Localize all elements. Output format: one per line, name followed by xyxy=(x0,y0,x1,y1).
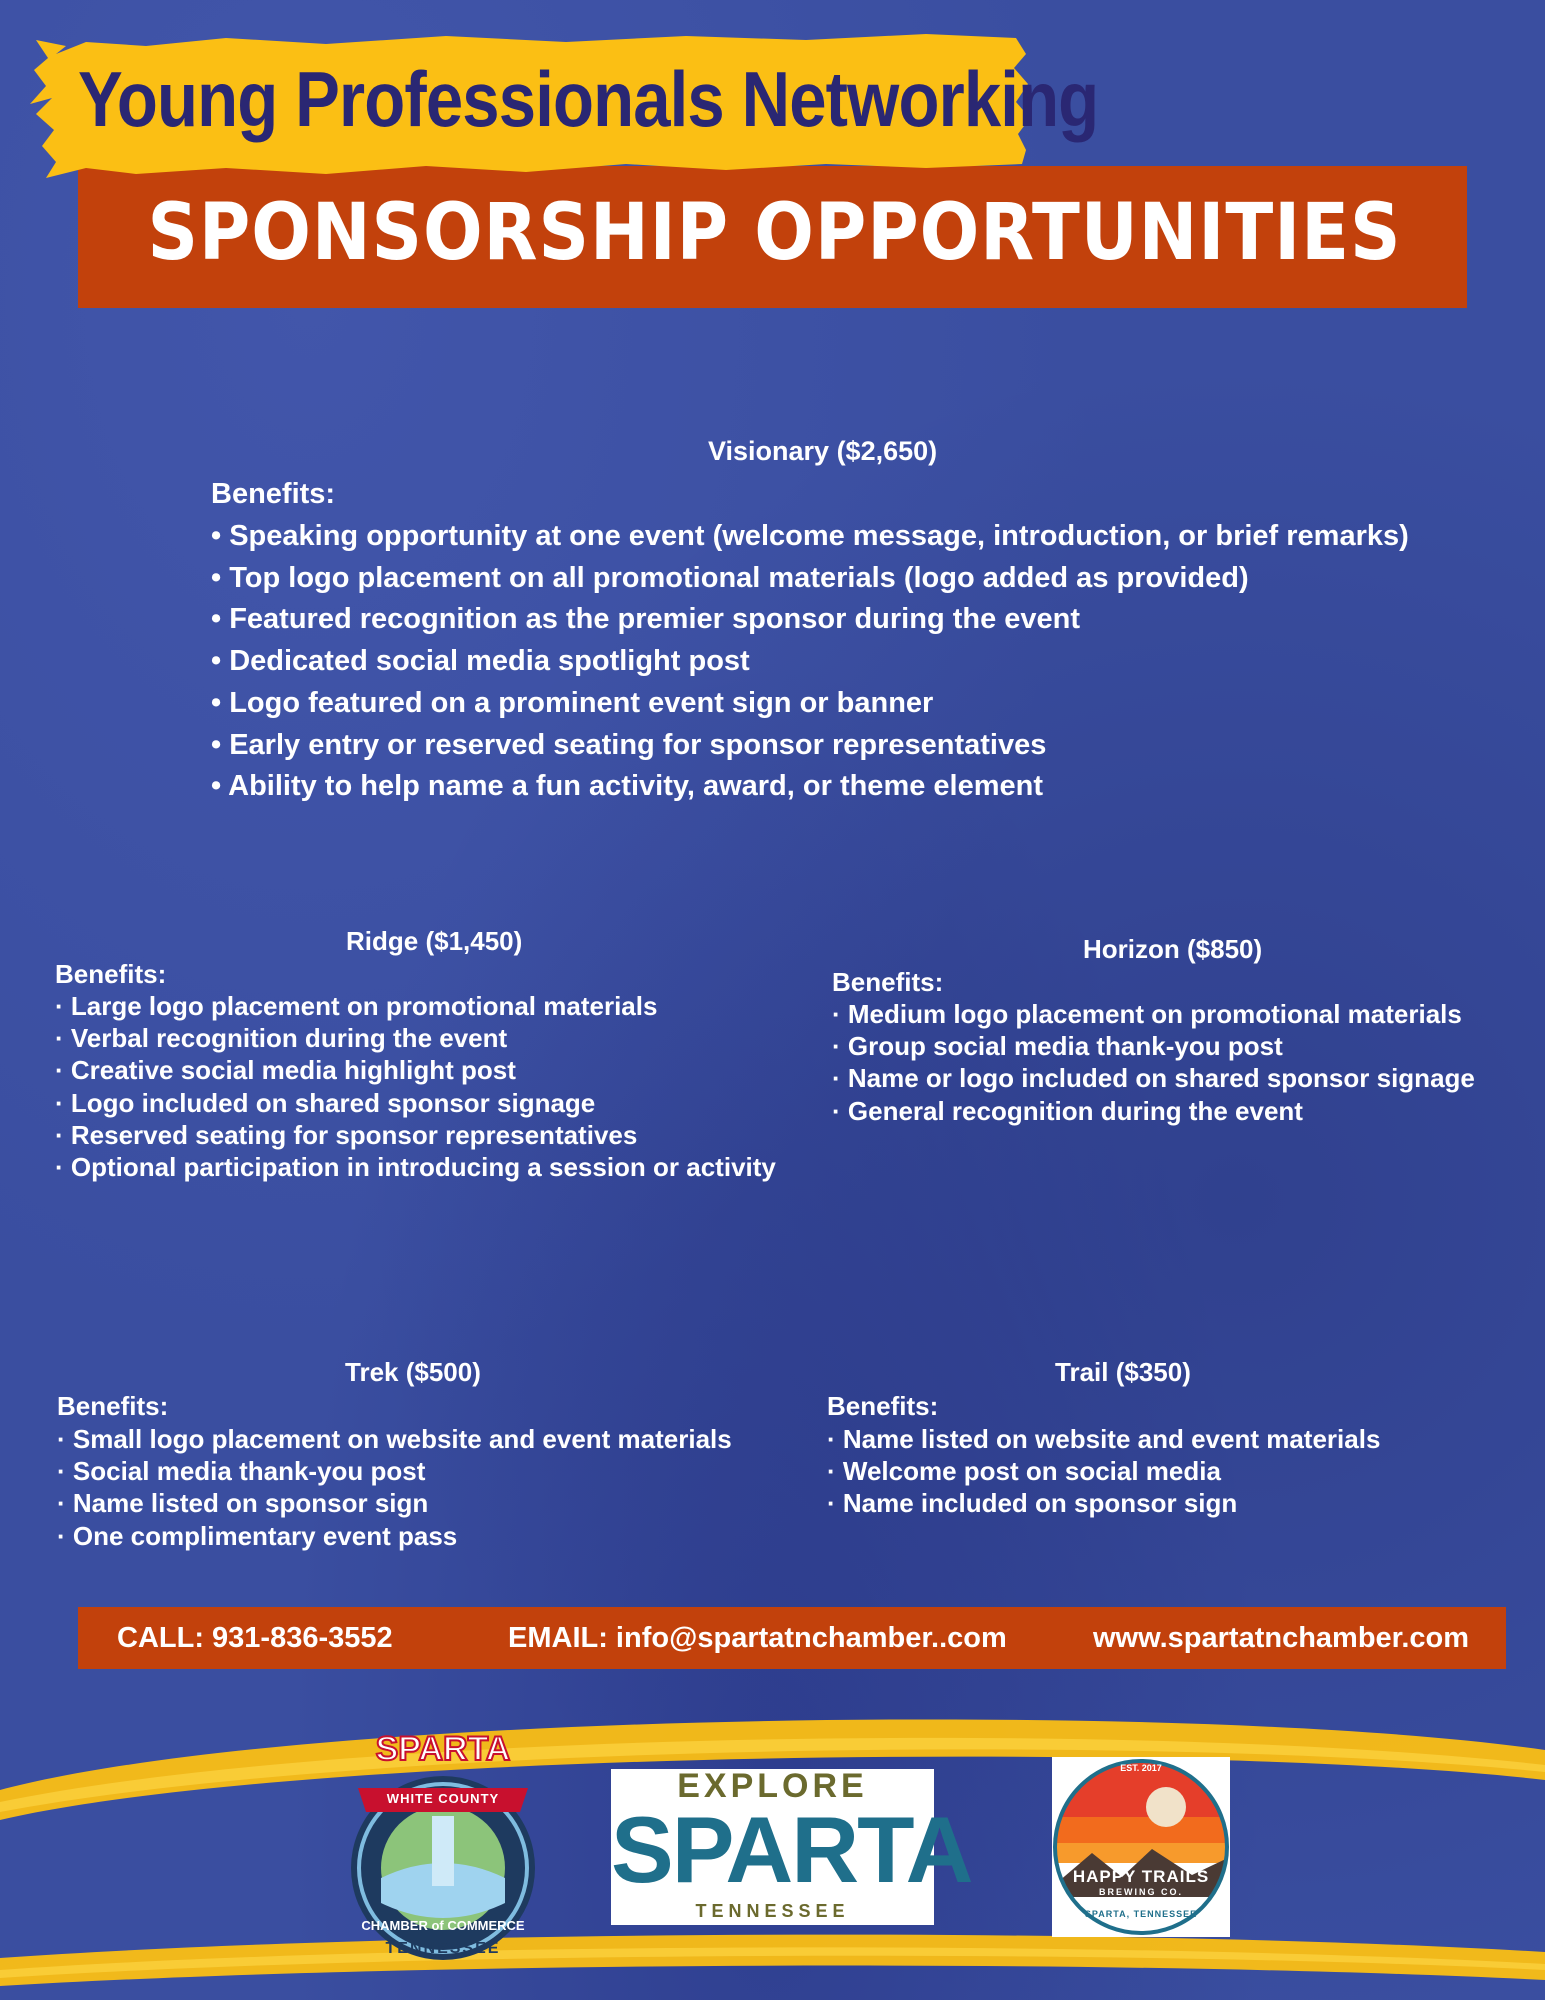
tier-trek-benefits-label: Benefits: xyxy=(57,1391,169,1421)
benefit-item: · Name listed on website and event materials xyxy=(827,1424,1381,1454)
benefit-item: · Small logo placement on website and event materials xyxy=(57,1424,732,1454)
tier-trek-benefits-list xyxy=(57,1423,732,1552)
event-series-title: Young Professionals Networking xyxy=(78,55,1099,143)
page-title: SPONSORSHIP OPPORTUNITIES xyxy=(147,188,1402,278)
benefit-item: • Logo featured on a prominent event sign or banner xyxy=(211,686,934,719)
benefit-item: · Logo included on shared sponsor signage xyxy=(55,1087,596,1118)
trails-logo-name: HAPPY TRAILS xyxy=(1072,1867,1210,1886)
benefit-item: • Top logo placement on all promotional materials (logo added as provided) xyxy=(211,561,1249,594)
benefit-item: · Medium logo placement on promotional materials xyxy=(832,999,1462,1029)
tier-horizon-benefits-list xyxy=(832,998,1475,1127)
benefit-item: · General recognition during the event xyxy=(832,1095,1303,1126)
tier-visionary-benefits-list xyxy=(211,516,1409,808)
benefit-item: • Featured recognition as the premier sponsor during the event xyxy=(211,603,1081,636)
contact-bar xyxy=(78,1607,1506,1669)
benefit-item: · Name listed on sponsor sign xyxy=(57,1488,429,1519)
benefit-item: • Dedicated social media spotlight post xyxy=(211,645,750,678)
explore-sparta-logo xyxy=(611,1767,972,1925)
tier-horizon-name: Horizon ($850) xyxy=(1083,934,1263,964)
chamber-logo-ring: CHAMBER of COMMERCE xyxy=(361,1918,525,1933)
contact-website-link[interactable]: www.spartatnchamber.com xyxy=(1093,1622,1470,1654)
tier-ridge-name: Ridge ($1,450) xyxy=(346,926,523,956)
benefit-item: • Speaking opportunity at one event (welcome message, introduction, or brief remarks) xyxy=(211,520,1409,552)
chamber-logo-ribbon: WHITE COUNTY xyxy=(386,1791,500,1806)
explore-logo-top: EXPLORE xyxy=(677,1767,868,1805)
benefit-item: · Reserved seating for sponsor representatives xyxy=(55,1119,638,1150)
chamber-logo-bottom: TENNESSEE xyxy=(385,1940,501,1957)
explore-logo-bottom: TENNESSEE xyxy=(695,1901,850,1921)
tier-horizon-benefits-label: Benefits: xyxy=(832,967,944,997)
benefit-item: · Group social media thank-you post xyxy=(832,1031,1283,1062)
trails-logo-sub: BREWING CO. xyxy=(1099,1887,1183,1897)
happy-trails-logo xyxy=(1052,1757,1230,1937)
benefit-item: · One complimentary event pass xyxy=(57,1520,458,1551)
tier-trail-benefits-list xyxy=(827,1423,1380,1520)
tier-ridge-benefits-label: Benefits: xyxy=(55,959,167,989)
explore-logo-main: SPARTA xyxy=(611,1797,972,1902)
trails-logo-location: SPARTA, TENNESSEE xyxy=(1084,1909,1198,1919)
tier-trek-name: Trek ($500) xyxy=(345,1357,481,1387)
tier-visionary-name: Visionary ($2,650) xyxy=(708,436,938,466)
tier-trail-name: Trail ($350) xyxy=(1055,1357,1191,1387)
tier-trail-benefits-label: Benefits: xyxy=(827,1391,939,1421)
benefit-item: · Welcome post on social media xyxy=(827,1456,1221,1487)
benefit-item: · Optional participation in introducing a session or activity xyxy=(55,1152,776,1183)
header-tape xyxy=(26,24,1099,200)
benefit-item: · Name or logo included on shared sponsor signage xyxy=(832,1063,1475,1094)
benefit-item: · Social media thank-you post xyxy=(57,1456,426,1487)
chamber-logo-top: SPARTA xyxy=(375,1730,511,1768)
benefit-item: · Name included on sponsor sign xyxy=(827,1488,1238,1519)
contact-phone[interactable]: CALL: 931-836-3552 xyxy=(117,1622,393,1654)
benefit-item: · Creative social media highlight post xyxy=(55,1055,516,1086)
sparta-chamber-logo xyxy=(340,1728,546,1964)
tier-visionary-benefits-label: Benefits: xyxy=(211,478,336,510)
benefit-item: • Ability to help name a fun activity, award, or theme element xyxy=(211,770,1044,803)
trails-logo-est: EST. 2017 xyxy=(1120,1763,1162,1773)
benefit-item: • Early entry or reserved seating for sponsor representatives xyxy=(211,728,1047,761)
benefit-item: · Large logo placement on promotional materials xyxy=(55,991,658,1021)
contact-email[interactable]: EMAIL: info@spartatnchamber..com xyxy=(508,1622,1007,1654)
tier-ridge-benefits-list xyxy=(55,990,776,1183)
benefit-item: · Verbal recognition during the event xyxy=(55,1023,508,1054)
